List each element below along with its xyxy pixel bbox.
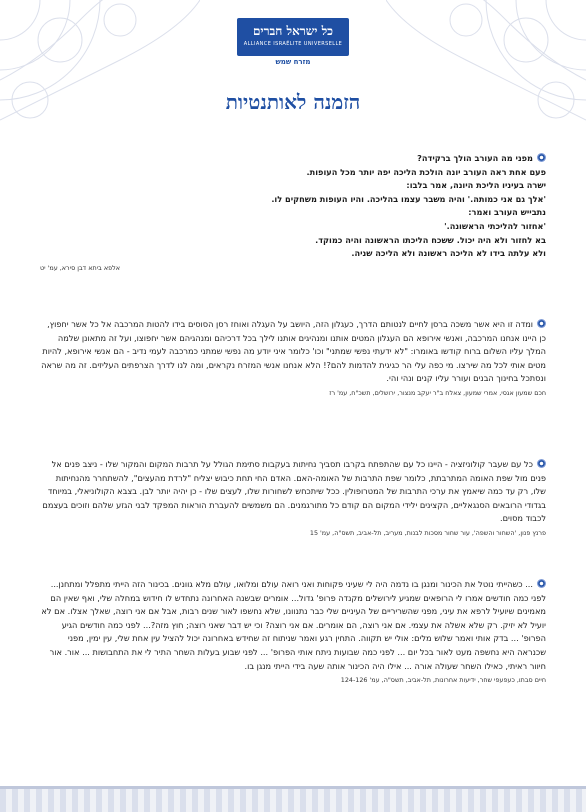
fable-source: אלפא ביתא דבן סירא, עמ' יט	[40, 263, 121, 272]
fable-line: ולא עלתה בידו לא הליכה ראשונה ולא הליכה שניה.	[351, 248, 546, 259]
section-fable	[40, 152, 546, 273]
corner-ornament-right	[386, 0, 586, 140]
corner-ornament-left	[0, 0, 200, 140]
fanon-text: כל עם שעבר קולוניזציה - היינו כל עם שהתפתח בקרבו תסביך נחיתות בעקבות סתימת הגולל על תרבות המקום והמקור שלו - ניצב פנים אל פנים מול שפת האומה המתרבתת, כלומר שפת התרבות של האומה-האם. האדם החי תחת כיבוש יצליח "לרדת מהעצים", להשתחרר מהנחיתות שלו, רק עד כמה שיאמץ את ערכי התרבות של המטרופולין. ככל שיתכחש לשחורות שלו, לעצים שלו - כן יהיה יותר לבן. בצבא הקולוניאלי, במיוחד בגדודי הרובאים הסנגאליים, הקצינים ילידי המקום הם קודם כל מתורגמנים. הם משמשים להעברת הוראות המפקד לבני הגזע שלהם וזוכים בעצמם לכבוד מסוים.	[42, 459, 546, 524]
fanon-source: פרנץ פנון, 'השחור והשפה', עור שחור מסכות לבנות, מעריב, תל-אביב, תשס"ה, עמ' 15	[309, 528, 546, 537]
fable-line: פעם אחת ראה העורב יונה הולכת הליכה יפה יותר מכל העופות.	[306, 166, 546, 177]
fable-line: נתבייש העורב ואמר:	[468, 207, 546, 218]
fable-line: ישרה בעיניו הליכת היונה, אמר בלבו:	[406, 180, 546, 191]
fable-line: בא לחזור ולא היה יכול. ששכח הליכתו הראשונה והיה כמוקד.	[315, 234, 546, 245]
sabato-source: חיים סבתו, כעפעפי שחר, ידיעות אחרונות, תל-אביב, תשס"ה, עמ' 124-126	[340, 676, 546, 685]
fable-line: מפני מה העורב הולך ברקידה?	[40, 152, 546, 166]
page-title: הזמנה לאותנטיות	[225, 90, 361, 114]
agasi-text: ומדה זו היא אשר משכה ברסן לחיים לנטותם הדרך, כעגלון הזה, היושב על העגלה ואוחז רסן הסוסים בידו להטות המרכבה אל כל אשר יחפוץ, כן היינו אנחנו המרכבה, ואנשי אירופא הם העגלון המטים אותנו ומנהיגים אותנו לילך בכל דרכיהם ומנהגיהם אשר יחפוצו, ועל זה מתאונן שלמה המלך עליו השלום ברוח קודשו באומרו: "לא ידעתי נפשי שמתני" וכו' כלומר איני יודע מה נפשי שמתני כמרכבה לעמי נדיב - הם אנשי אירופא, להיות מטים אותי לכל מה שירצו. מי כפה עלי הר כגיגית להדמות להם?! הלא אנחנו אנשי המזרח נקראים, ומה לנו לדרך הצרפתים העליזים. זה מה שראה ונסתכל בחינוך הבנים ועורר עליו קנים ונהי והי.	[41, 319, 546, 384]
bullet-icon	[537, 153, 546, 162]
fable-line: 'אחזור להליכתי הראשונה.'	[444, 220, 546, 231]
bullet-icon	[537, 459, 546, 468]
section-agasi	[40, 318, 546, 398]
fable-line: 'אלך גם אני כמותה.' והיה משבר עצמו בהליכה. והיו העופות משחקים לו.	[271, 193, 546, 204]
logo	[237, 18, 349, 56]
logo-title: כל ישראל חברים	[252, 24, 334, 38]
sabato-text: ... כשהייתי נוטל את הכינור ומנגן בו נדמה היה לי שעיני פקוחות ואני רואה עולם ומלואו, עולם מלא גוונים. בכינור הזה הייתי מתפלל ומתחנן... לפני כמה חודשים אמרו לי הרופאים שמגיע לירושלים מקנדה פרופ' גדול... אומרים שבשנה האחרונה נתחדש לו חידוש במחלה שלי, ואף שאין הם מאמינים שיועיל לרפא את עיני, מפני שהשריריים של העיניים שלי כבר נתנוונו, שלא נחשפו לאור שנים רבות, אבל אם אני רוצה, שאלך אצלו. אם לא יועיל לא יזיק. רק שלא אשלה את עצמי. אם אני רוצה, הם אומרים. אם אני רוצה? וכי יש דבר שאני רוצה; חוץ מזה?... לפני כמה חודשים הגיע הפרופ' ... בדק אותי ואמר שלוש מלים: אולי יש תקווה. התחין רגע ואמר שניתוח זה שחידש באחרונה יכול להציל עין אחת שלי, עין ימין, מפני שכנראה היא נחשפה מעט לאור בכל יום ... לפני כמה שבועות ניתח אותי הפרופ' ... לפני שבוע בעלות השחר התיר לי את התחבושות ... אור. אור חיוור ראיתי, כאילו השחר שעולה אורה ... אילו היה הכינור אותה שעה בידי הייתי מנגן בו.	[41, 579, 546, 671]
bottom-ornament-band	[0, 786, 586, 812]
bullet-icon	[537, 579, 546, 588]
section-fanon	[40, 458, 546, 538]
agasi-source: חכם שמעון אגסי, אמרי שמעון, צאלח ב"ר יעקב מנצור, ירושלים, תשכ"ח, עמ' רז	[329, 388, 546, 397]
logo-caption: מזרח שמש	[275, 58, 311, 66]
section-sabato	[40, 578, 546, 685]
bullet-icon	[537, 319, 546, 328]
logo-subtitle: ALLIANCE ISRAÉLITE UNIVERSELLE	[243, 41, 343, 47]
